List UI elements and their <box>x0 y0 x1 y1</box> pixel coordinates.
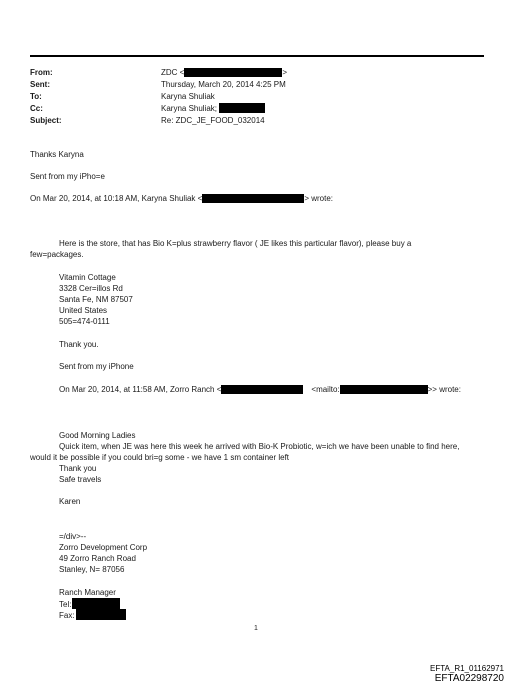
sent-label: Sent: <box>30 80 50 89</box>
address-line: Vitamin Cottage <box>59 273 116 282</box>
quote1-prefix: On Mar 20, 2014, at 10:18 AM, Karyna Shuliak < <box>30 194 203 203</box>
from-name: ZDC < <box>161 68 185 77</box>
quote2-suffix: >> wrote: <box>427 385 461 394</box>
address-line: Santa Fe, NM 87507 <box>59 295 133 304</box>
redaction-box <box>219 103 265 113</box>
redaction-box <box>340 385 428 394</box>
org-line: 49 Zorro Ranch Road <box>59 554 136 563</box>
redaction-box <box>221 385 303 394</box>
subject-label: Subject: <box>30 116 62 125</box>
thanks-line: Thanks Karyna <box>30 150 84 159</box>
redaction-box <box>76 609 126 620</box>
bates-id-2: EFTA02298720 <box>434 673 504 684</box>
header-rule <box>30 55 484 57</box>
to-label: To: <box>30 92 42 101</box>
quick-line-2: would it be possible if you could bri=g some - we have 1 sm container left <box>30 453 290 462</box>
safe-travels: Safe travels <box>59 475 102 484</box>
address-line: 505=474-0111 <box>59 317 110 326</box>
from-close: > <box>282 68 288 77</box>
store-line-2: few=packages. <box>30 250 84 259</box>
bates-id-1: EFTA_R1_01162971 <box>430 664 504 673</box>
from-value <box>161 67 287 78</box>
quick-line-1: Quick item, when JE was here this week he arrived with Bio-K Probiotic, w=ich we have been unable to find here, <box>59 442 460 451</box>
fax-label: Fax: <box>59 611 75 620</box>
quote-header-2 <box>59 384 461 395</box>
role: Ranch Manager <box>59 588 116 597</box>
quote1-suffix: > wrote: <box>304 194 334 203</box>
redaction-box <box>184 68 282 77</box>
subject-value: Re: ZDC_JE_FOOD_032014 <box>161 116 265 125</box>
thank-you: Thank you. <box>59 340 99 349</box>
redaction-box <box>72 598 120 609</box>
quote2-mailto: <mailto: <box>311 385 340 394</box>
cc-value <box>161 103 265 114</box>
greeting: Good Morning Ladies <box>59 431 136 440</box>
to-value: Karyna Shuliak <box>161 92 215 101</box>
org-line: Zorro Development Corp <box>59 543 148 552</box>
page-number: 1 <box>254 625 258 632</box>
redaction-box <box>202 194 304 203</box>
signoff: Karen <box>59 497 81 506</box>
quote-header-1 <box>30 193 333 204</box>
cc-name: Karyna Shuliak; <box>161 104 218 113</box>
store-line-1: Here is the store, that has Bio K=plus strawberry flavor ( JE likes this particular flavor), please buy a <box>59 239 412 248</box>
quote2-prefix: On Mar 20, 2014, at 11:58 AM, Zorro Ranch < <box>59 385 222 394</box>
from-label: From: <box>30 68 53 77</box>
thank-you-2: Thank you <box>59 464 97 473</box>
sent-from-iphone: Sent from my iPho=e <box>30 172 105 181</box>
tel-label: Tel: <box>59 600 72 609</box>
sent-from-iphone-2: Sent from my iPhone <box>59 362 134 371</box>
sent-value: Thursday, March 20, 2014 4:25 PM <box>161 80 286 89</box>
address-line: United States <box>59 306 108 315</box>
cc-label: Cc: <box>30 104 43 113</box>
div-tag: =/div>-- <box>59 532 87 541</box>
org-line: Stanley, N= 87056 <box>59 565 125 574</box>
fax-line <box>59 609 126 621</box>
address-line: 3328 Cer=illos Rd <box>59 284 123 293</box>
